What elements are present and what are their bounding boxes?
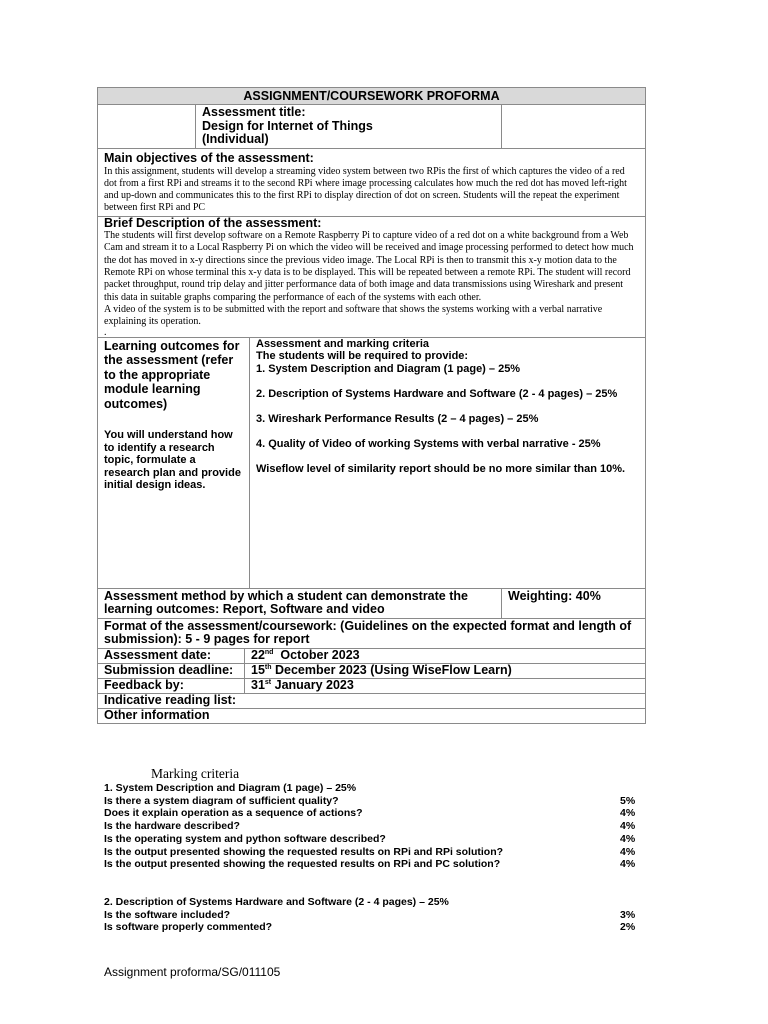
objectives-heading: Main objectives of the assessment: [104,151,314,165]
submission-suffix: th [264,663,272,671]
marking-percent: 2% [620,921,636,934]
marking-percent: 4% [620,820,636,833]
criteria-item-4: 4. Quality of Video of working Systems with verbal narrative - 25% [256,437,601,450]
brief-text-2: A video of the system is to be submitted with the report and software that shows the systems working with a verbal narrative explaining its operation. [104,303,603,328]
learning-outcomes-heading: Learning outcomes for the assessment (refer to the appropriate module learning outcomes) [104,338,240,411]
assessment-title-label: Assessment title: [202,105,306,119]
marking-section-2-rows [104,909,644,934]
criteria-item-2: 2. Description of Systems Hardware and Software (2 - 4 pages) – 25% [256,387,618,400]
assessment-date-rest: October 2023 [273,647,360,662]
spacer [104,871,644,896]
feedback-value [245,678,646,693]
marking-section-1: 1. System Description and Diagram (1 page) – 25% [104,782,357,794]
brief-text-3: . [104,326,107,338]
assessment-date-label: Assessment date: [98,648,245,663]
assessment-method-cell [98,588,502,618]
assessment-title-line1: Design for Internet of Things [202,118,373,133]
marking-percent: 5% [620,794,636,807]
learning-outcomes-text: You will understand how to identify a research topic, formulate a research plan and provide initial design ideas. [104,429,241,492]
assessment-method-text: Assessment method by which a student can demonstrate the learning outcomes: Report, Software and video [104,588,468,617]
marking-row [104,858,644,871]
marking-percent: 4% [620,832,636,845]
format-text: Format of the assessment/coursework: (Guidelines on the expected format and length of submission): 5 - 9 pages for report [104,618,632,647]
assessment-date-value [245,648,646,663]
submission-day: 15 [251,662,265,677]
format-cell [98,618,646,648]
brief-text-1: The students will first develop software on a Remote Raspberry Pi to capture video of a red dot on a white background from a Web Cam and stream it to a Local Raspberry Pi on which the video will be received and image processing performed to detect how much the dot has moved in x-y directions since the previous video image. The Local RPi is then to transmit this x-y motion data to the Remote RPi on whose terminal this x-y data is to be displayed. This will be repeated between a remote RPi. The student will record packet throughput, round trip delay and jitter performance data of both image and data transmissions using Wireshark and present this data in suitable graphs comparing the performance of each of the systems with each other. [104,230,634,303]
weighting-cell [502,588,646,618]
assessment-title-cell [196,105,502,149]
marking-question: Is the output presented showing the requested results on RPi and RPi solution? [104,845,504,858]
footer-text: Assignment proforma/SG/011105 [104,965,281,979]
assessment-date-day: 22 [251,647,265,662]
marking-section-1-rows [104,795,644,871]
feedback-label: Feedback by: [98,678,245,693]
marking-row [104,807,644,820]
marking-question: Is the hardware described? [104,820,240,833]
marking-percent: 4% [620,858,636,871]
marking-question: Is there a system diagram of sufficient quality? [104,794,339,807]
marking-row [104,795,644,808]
assessment-date-suffix: nd [264,648,274,656]
proforma-table [97,87,646,724]
learning-outcomes-cell [98,337,250,588]
marking-question: Is software properly commented? [104,921,273,934]
marking-row [104,820,644,833]
marking-criteria-section [104,766,644,934]
feedback-rest: January 2023 [271,677,354,692]
marking-criteria-cell [250,337,646,588]
marking-question: Is the software included? [104,908,231,921]
blank-cell [98,105,196,149]
brief-heading: Brief Description of the assessment: [104,215,322,230]
criteria-item-3: 3. Wireshark Performance Results (2 – 4 pages) – 25% [256,412,539,425]
marking-percent: 4% [620,845,636,858]
marking-percent: 3% [620,908,636,921]
marking-criteria-title: Marking criteria [151,766,240,781]
objectives-cell [98,149,646,217]
marking-question: Does it explain operation as a sequence of actions? [104,807,363,820]
marking-row [104,846,644,859]
criteria-heading: Assessment and marking criteria [256,337,430,350]
marking-question: Is the output presented showing the requested results on RPi and PC solution? [104,858,501,871]
marking-row [104,909,644,922]
spacer [104,411,243,429]
marking-row [104,833,644,846]
brief-cell [98,216,646,337]
feedback-day: 31 [251,677,265,692]
assessment-title-line2: (Individual) [202,132,269,146]
marking-percent: 4% [620,807,636,820]
criteria-item-1: 1. System Description and Diagram (1 page) – 25% [256,362,521,375]
submission-deadline-label: Submission deadline: [98,663,245,678]
criteria-intro: The students will be required to provide: [256,350,469,363]
weighting-text: Weighting: 40% [508,588,601,603]
objectives-text: In this assignment, students will develop a streaming video system between two RPis the first of which captures the video of a red dot from a first RPi and streams it to the second RPi where image processing calculates how much the red dot has moved left-right and up-down and communicates this to the first RPi to display direction of dot on screen. Students will the repeat the experiment between first RPi and PC [104,165,627,214]
marking-question: Is the operating system and python software described? [104,832,386,845]
submission-deadline-value [245,663,646,678]
submission-rest: December 2023 (Using WiseFlow Learn) [271,662,512,677]
module-cell [502,105,646,149]
feedback-suffix: st [264,678,272,686]
marking-section-2: 2. Description of Systems Hardware and Software (2 - 4 pages) – 25% [104,895,449,908]
marking-row [104,921,644,934]
criteria-note: Wiseflow level of similarity report should be no more similar than 10%. [256,462,626,475]
proforma-header: ASSIGNMENT/COURSEWORK PROFORMA [98,88,646,105]
other-information-label: Other information [98,708,646,723]
reading-list-label: Indicative reading list: [98,693,646,708]
